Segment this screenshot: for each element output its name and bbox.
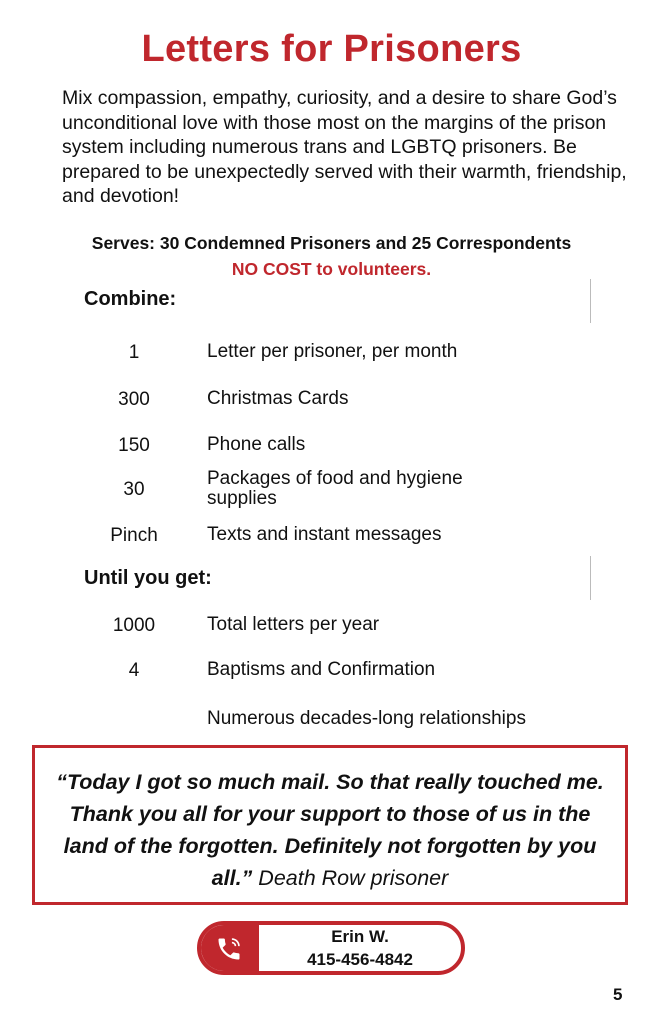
page-title: Letters for Prisoners — [141, 28, 522, 70]
item-quantity: 300 — [118, 389, 150, 410]
section-divider — [590, 279, 591, 323]
contact-name: Erin W. — [331, 927, 389, 946]
quote-attribution: Death Row prisoner — [258, 866, 449, 890]
contact-card[interactable] — [197, 921, 465, 975]
item-description: Total letters per year — [207, 614, 380, 635]
cost-note: NO COST to volunteers. — [231, 259, 432, 279]
item-description: Phone calls — [207, 434, 306, 455]
item-quantity: Pinch — [110, 525, 158, 546]
phone-icon-badge — [201, 925, 259, 971]
testimonial-box — [32, 745, 628, 905]
item-quantity: 1000 — [112, 615, 156, 636]
testimonial-quote — [45, 766, 615, 894]
item-quantity: 150 — [118, 435, 150, 456]
item-description: Christmas Cards — [207, 388, 349, 409]
item-description: Numerous decades-long relationships — [207, 708, 526, 729]
item-description: Letter per prisoner, per month — [207, 341, 458, 362]
phone-icon — [215, 935, 243, 963]
result-heading: Until you get: — [84, 567, 212, 589]
item-description: Baptisms and Confirmation — [207, 659, 436, 680]
serves-line: Serves: 30 Condemned Prisoners and 25 Correspondents — [91, 233, 572, 253]
item-description: Packages of food and hygiene supplies — [207, 468, 463, 509]
intro-paragraph: Mix compassion, empathy, curiosity, and a desire to share God’s unconditional love with those most on the margins of the prison system including numerous trans and LGBTQ prisoners. Be prepared to be unexpectedly served with their warmth, friendship, and devotion! — [62, 87, 627, 207]
quote-text: “Today I got so much mail. So that really touched me. Thank you all for your support to those of us in the land of the forgotten. Definitely not forgotten by you all.” — [56, 770, 604, 890]
item-quantity: 30 — [123, 479, 145, 500]
item-description: Texts and instant messages — [207, 524, 442, 545]
contact-phone[interactable]: 415-456-4842 — [307, 950, 413, 969]
section-divider — [590, 556, 591, 600]
item-quantity: 1 — [128, 342, 140, 363]
combine-heading: Combine: — [84, 288, 177, 310]
page-number: 5 — [613, 985, 623, 1004]
item-quantity: 4 — [128, 660, 140, 681]
